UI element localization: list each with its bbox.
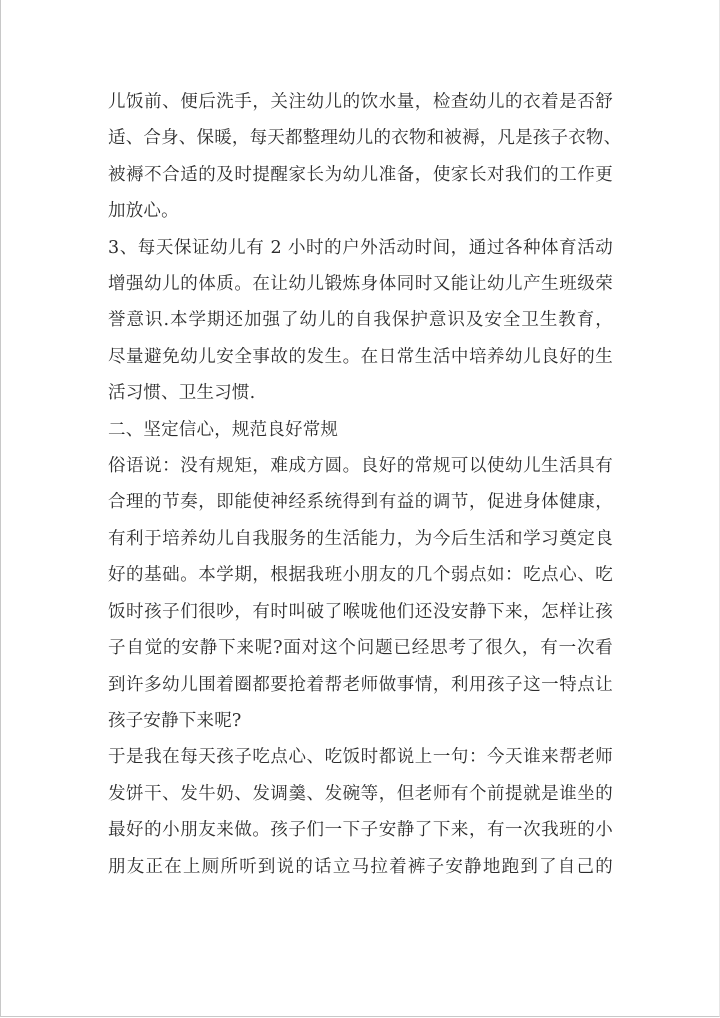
document-body <box>108 84 622 885</box>
text-line: 最好的小朋友来做。孩子们一下子安静了下来，有一次我班的小 <box>108 820 613 841</box>
paragraph-quiet-strategy <box>108 739 613 885</box>
section-heading-2 <box>108 412 613 448</box>
paragraph-outdoor-activity <box>108 230 613 412</box>
text-line: 被褥不合适的及时提醒家长为幼儿准备，使家长对我们的工作更 <box>108 164 613 185</box>
text-line: 增强幼儿的体质。在让幼儿锻炼身体同时又能让幼儿产生班级荣 <box>108 274 613 295</box>
text-line: 誉意识.本学期还加强了幼儿的自我保护意识及安全卫生教育， <box>108 310 613 331</box>
text-line: 发饼干、发牛奶、发调羹、发碗等，但老师有个前提就是谁坐的 <box>108 783 613 804</box>
text-line: 3、每天保证幼儿有 2 小时的户外活动时间，通过各种体育活动 <box>108 237 613 258</box>
text-line: 合理的节奏，即能使神经系统得到有益的调节，促进身体健康， <box>108 492 613 513</box>
paragraph-hygiene-continued <box>108 84 622 230</box>
text-line: 好的基础。本学期，根据我班小朋友的几个弱点如：吃点心、吃 <box>108 565 613 586</box>
text-line: 朋友正在上厕所听到说的话立马拉着裤子安静地跑到了自己的 <box>108 856 613 877</box>
text-line: 有利于培养幼儿自我服务的生活能力，为今后生活和学习奠定良 <box>108 528 613 549</box>
text-line: 活习惯、卫生习惯. <box>108 383 256 404</box>
text-line: 子自觉的安静下来呢?面对这个问题已经思考了很久，有一次看 <box>108 638 613 659</box>
text-line: 到许多幼儿围着圈都要抢着帮老师做事情，利用孩子这一特点让 <box>108 674 613 695</box>
text-line: 尽量避免幼儿安全事故的发生。在日常生活中培养幼儿良好的生 <box>108 346 613 367</box>
text-line: 适、合身、保暖，每天都整理幼儿的衣物和被褥，凡是孩子衣物、 <box>108 128 622 149</box>
text-line: 于是我在每天孩子吃点心、吃饭时都说上一句：今天谁来帮老师 <box>108 747 613 768</box>
text-line: 孩子安静下来呢? <box>108 710 242 731</box>
text-line: 儿饭前、便后洗手，关注幼儿的饮水量，检查幼儿的衣着是否舒 <box>108 92 613 112</box>
paragraph-routine-rules <box>108 448 613 739</box>
text-line: 饭时孩子们很吵，有时叫破了喉咙他们还没安静下来，怎样让孩 <box>108 601 613 622</box>
heading-line: 二、坚定信心，规范良好常规 <box>108 419 339 440</box>
text-line: 加放心。 <box>108 201 179 222</box>
text-line: 俗语说：没有规矩，难成方圆。良好的常规可以使幼儿生活具有 <box>108 456 613 477</box>
